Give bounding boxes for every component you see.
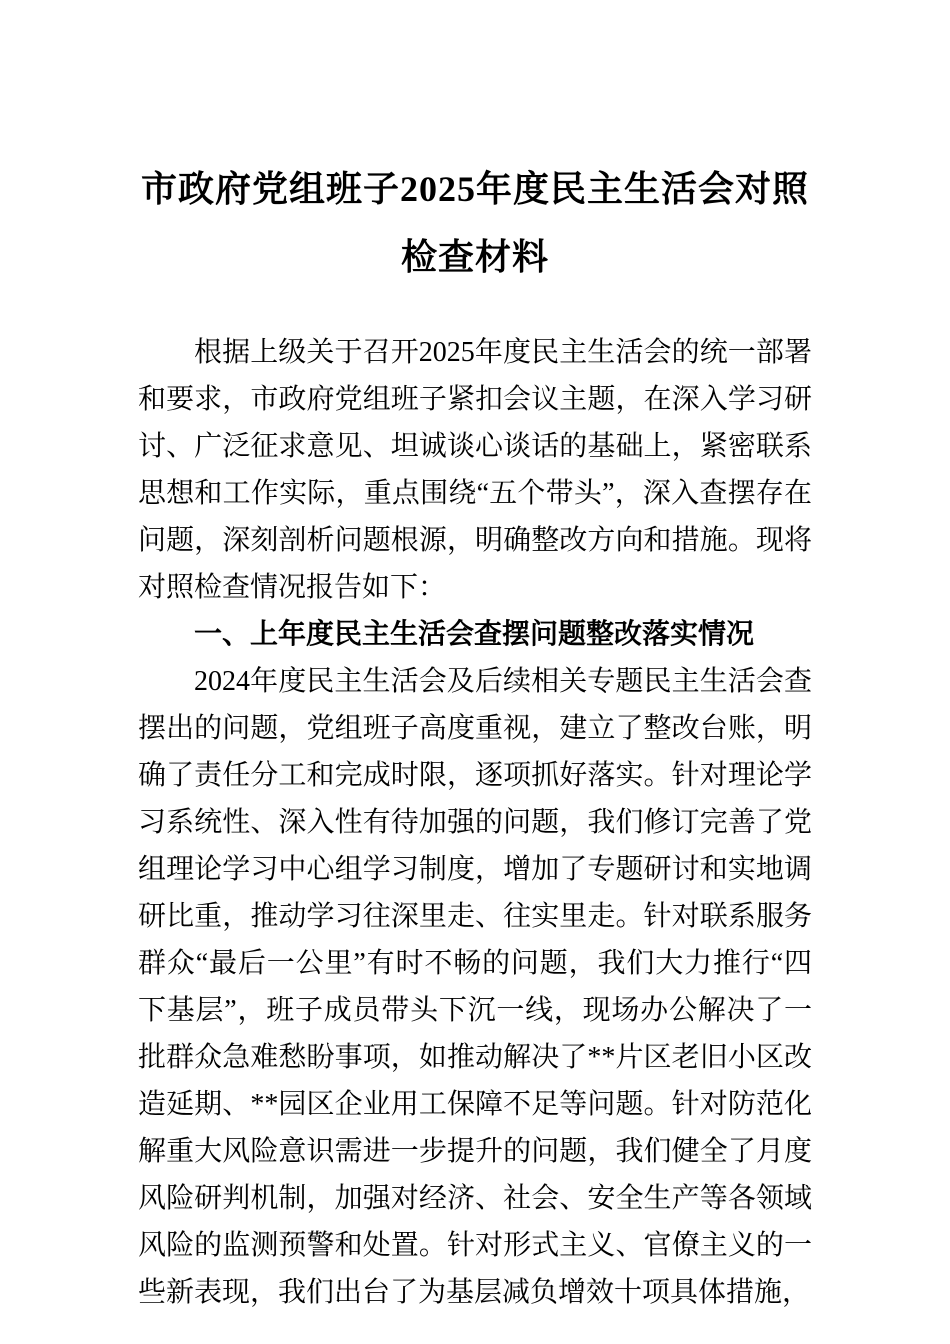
section1-heading: 一、上年度民主生活会查摆问题整改落实情况 [194, 619, 755, 650]
section1-body-paragraph: 2024年度民主生活会及后续相关专题民主生活会查摆出的问题，党组班子高度重视，建立了整改台账，明确了责任分工和完成时限，逐项抓好落实。针对理论学习系统性、深入性有待加强的问题，我们修订完善了党组理论学习中心组学习制度，增加了专题研讨和实地调研比重，推动学习往深里走、往实里走。针对联系服务群众“最后一公里”有时不畅的问题，我们大力推行“四下基层”，班子成员带头下沉一线，现场办公解决了一批群众急难愁盼事项，如推动解决了**片区老旧小区改造延期、**园区企业用工保障不足等问题。针对防范化解重大风险意识需进一步提升的问题，我们健全了月度风险研判机制，加强对经济、社会、安全生产等各领域风险的监测预警和处置。针对形式主义、官僚主义的一些新表现，我们出台了为基层减负增效十项具体措施， [138, 666, 812, 1308]
document-title: 市政府党组班子2025年度民主生活会对照检查材料 [140, 169, 809, 277]
intro-paragraph: 根据上级关于召开2025年度民主生活会的统一部署和要求，市政府党组班子紧扣会议主题，在深入学习研讨、广泛征求意见、坦诚谈心谈话的基础上，紧密联系思想和工作实际，重点围绕“五个带头”，深入查摆存在问题，深刻剖析问题根源，明确整改方向和措施。现将对照检查情况报告如下： [138, 337, 812, 603]
